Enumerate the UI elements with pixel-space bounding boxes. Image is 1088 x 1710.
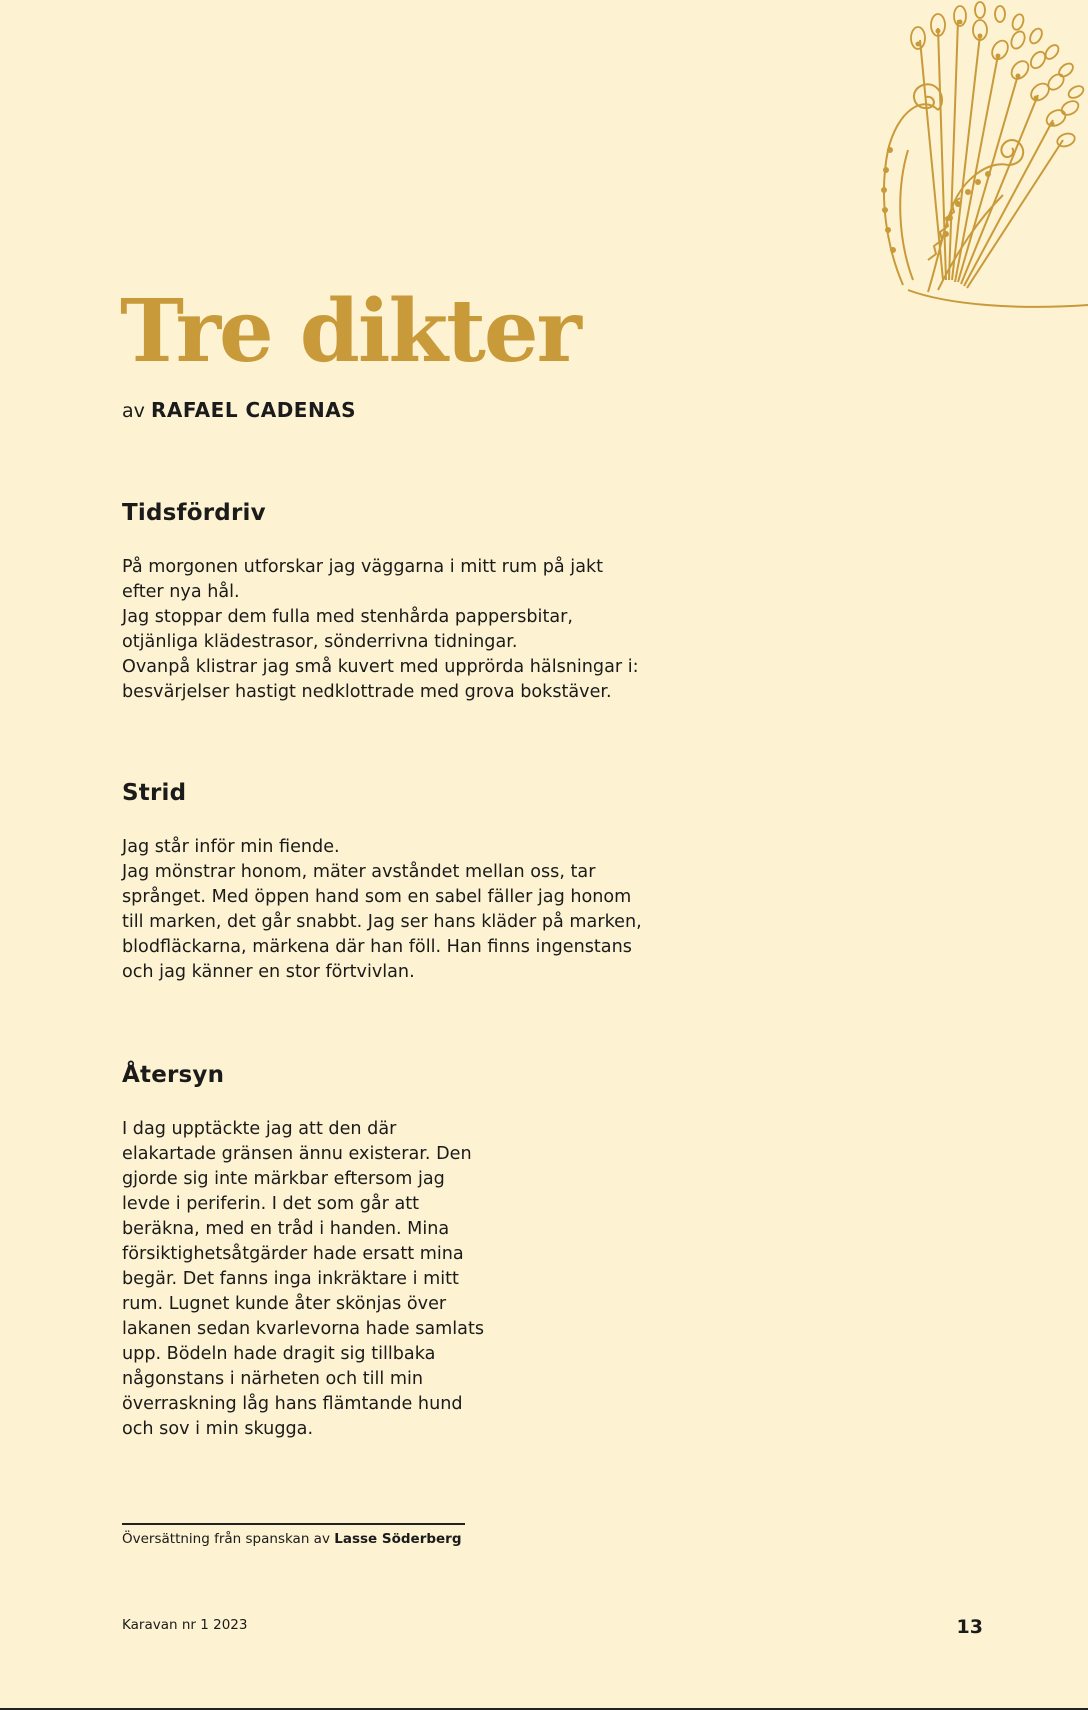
publication-footer: Karavan nr 1 2023 [122, 1617, 248, 1633]
poem-line: besvärjelser hastigt nedklottrade med grova bokstäver. [122, 682, 612, 702]
poem-line: till marken, det går snabbt. Jag ser hans kläder på marken, [122, 912, 642, 932]
poem-line: Jag står inför min fiende. [122, 837, 340, 857]
translator-name: Lasse Söderberg [334, 1531, 462, 1547]
poem-line: otjänliga klädestrasor, sönderrivna tidningar. [122, 632, 518, 652]
author-name: RAFAEL CADENAS [150, 398, 357, 422]
poem-line: begär. Det fanns inga inkräktare i mitt [122, 1269, 459, 1289]
poem-line: På morgonen utforskar jag väggarna i mitt rum på jakt [122, 557, 604, 577]
poem-line: Jag mönstrar honom, mäter avståndet mellan oss, tar [122, 862, 596, 882]
poem-line: språnget. Med öppen hand som en sabel fäller jag honom [122, 887, 632, 907]
poem-body-tidsfordriv [122, 555, 639, 705]
translation-credit [122, 1531, 462, 1547]
poem-line: rum. Lugnet kunde åter skönjas över [122, 1294, 447, 1314]
poem-line: Ovanpå klistrar jag små kuvert med upprörda hälsningar i: [122, 657, 639, 677]
poem-title-strid: Strid [122, 780, 187, 806]
poem-line: Jag stoppar dem fulla med stenhårda pappersbitar, [122, 607, 573, 627]
poem-line: överraskning låg hans flämtande hund [122, 1394, 463, 1414]
credit-prefix: Översättning från spanskan av [122, 1531, 330, 1547]
page-number: 13 [956, 1616, 983, 1638]
poem-body-strid [122, 835, 642, 985]
byline [122, 398, 356, 422]
poem-line: levde i periferin. I det som går att [122, 1194, 420, 1214]
poem-line: försiktighetsåtgärder hade ersatt mina [122, 1244, 464, 1264]
poem-line: upp. Bödeln hade dragit sig tillbaka [122, 1344, 436, 1364]
poem-line: beräkna, med en tråd i handen. Mina [122, 1219, 450, 1239]
poem-line: efter nya hål. [122, 582, 240, 602]
poem-line: lakanen sedan kvarlevorna hade samlats [122, 1319, 485, 1339]
floral-ornament-icon [868, 0, 1088, 330]
poem-title-atersyn: Återsyn [122, 1062, 225, 1088]
credit-divider [122, 1523, 465, 1525]
poem-line: och jag känner en stor förtvivlan. [122, 962, 415, 982]
poem-line: gjorde sig inte märkbar eftersom jag [122, 1169, 445, 1189]
poem-line: någonstans i närheten och till min [122, 1369, 424, 1389]
byline-prefix: av [122, 400, 145, 422]
poem-line: och sov i min skugga. [122, 1419, 314, 1439]
poem-line: I dag upptäckte jag att den där [122, 1119, 397, 1139]
poem-body-atersyn [122, 1117, 484, 1442]
article-title: Tre dikter [120, 281, 580, 382]
poem-title-tidsfordriv: Tidsfördriv [122, 500, 266, 526]
poem-line: blodfläckarna, märkena där han föll. Han finns ingenstans [122, 937, 632, 957]
poem-line: elakartade gränsen ännu existerar. Den [122, 1144, 472, 1164]
